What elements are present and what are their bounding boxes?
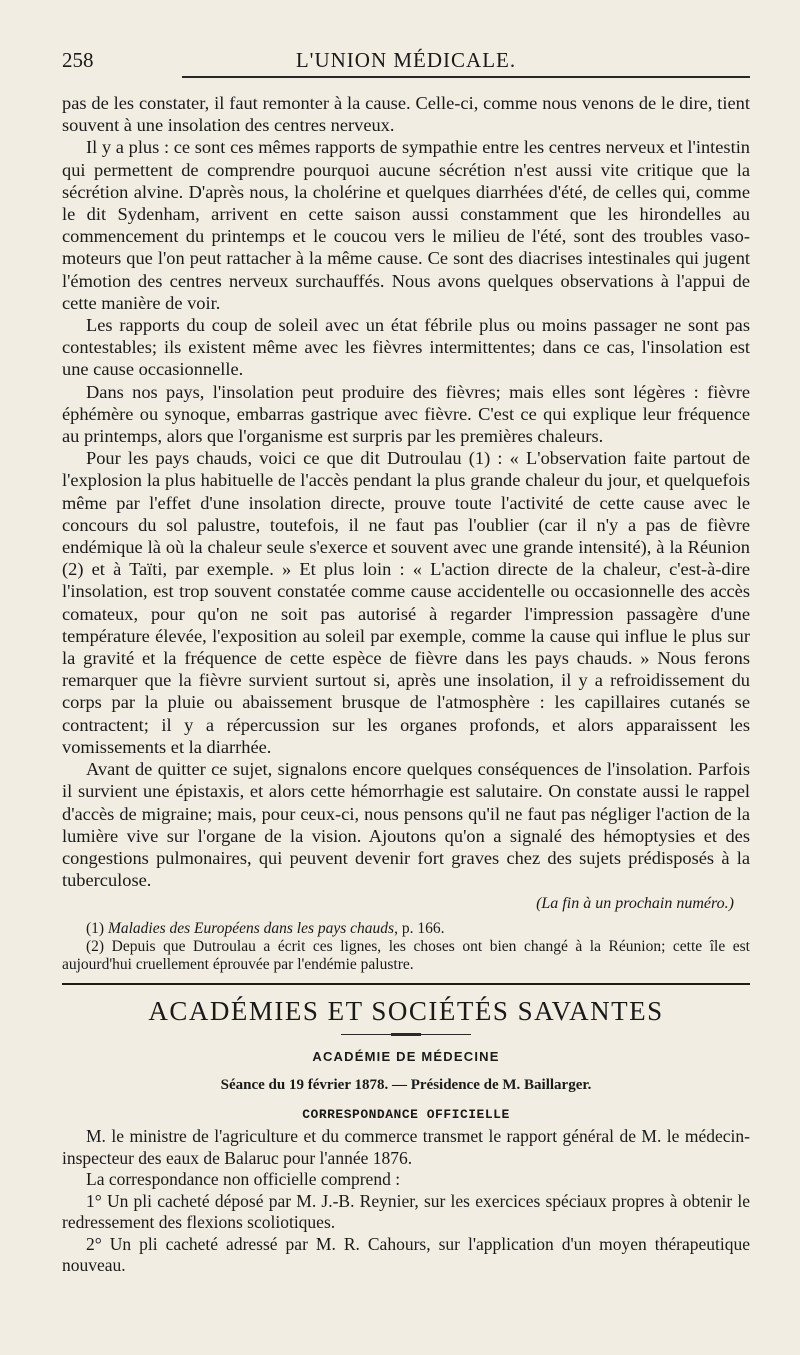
paragraph: Il y a plus : ce sont ces mêmes rapports de sympathie entre les centres nerveux et l'intestin qui permettent de comprendre pourquoi aucune sécrétion n'est aussi vite critique que la sécrétion alvine. D'après nous, la cholérine et quelques diarrhées d'été, de celles qui, comme le dit Sydenham, arrivent en cette saison aussi constamment que les hirondelles au commencement du printemps et le coucou vers le milieu de l'été, sont des troubles vaso-moteurs que l'on peut rattacher à la même cause. Ce sont des diacrises intestinales qui jugent l'émotion des centres nerveux surchauffés. Nous avons quelques observations à l'appui de cette manière de voir. bbox=[62, 137, 750, 313]
footnote-2: (2) Depuis que Dutroulau a écrit ces lignes, les choses ont bien changé à la Réunion; cette île est aujourd'hui cruellement éprouvée par l'endémie palustre. bbox=[62, 937, 750, 973]
text-run: et à Taïti, par exemple. » Et plus loin : « L'action directe de la chaleur, c'est-à-dire l'insolation, est trop souvent constatée comme cause accidentelle ou occasionnelle des accès comateux, pour qu'on ne soit pas autorisé à regarder l'impression passagère d'une température élevée, l'exposition au soleil par exemple, comme la cause qui influe le plus sur la gravité et la fréquence de cette espèce de fièvre dans les pays chauds. » Nous ferons remarquer que la fièvre survient surtout si, après une insolation, il y a refroidissement du corps par la pluie ou abaissement brusque de l'atmosphère : les capillaires cutanés se contractent; il y a répercussion sur les organes profonds, et alors apparaissent les vomissements et la diarrhée. bbox=[62, 559, 750, 757]
footnote-page: , p. 166. bbox=[394, 919, 445, 937]
page-number: 258 bbox=[62, 48, 94, 72]
paragraph: Avant de quitter ce sujet, signalons encore quelques conséquences de l'insolation. Parfois il survient une épistaxis, et alors cette hémorrhagie est salutaire. On constate aussi le rappel d'accès de migraine; mais, pour ceux-ci, nous pensons qu'il ne faut pas négliger l'action de la lumière vive sur l'organe de la vision. Ajoutons qu'on a signalé des hémoptysies et des congestions pulmonaires, qui peuvent devenir fort graves chez des sujets prédisposés à la tuberculose. bbox=[62, 759, 750, 891]
list-item: 2° Un pli cacheté adressé par M. R. Cahours, sur l'application d'un moyen thérapeutique nouveau. bbox=[62, 1233, 750, 1276]
running-title: L'UNION MÉDICALE. bbox=[295, 48, 517, 72]
paragraph: Dans nos pays, l'insolation peut produire des fièvres; mais elles sont légères : fièvre éphémère ou synoque, embarras gastrique avec fièvre. C'est ce qui explique leur fréquence au printemps, alors que l'organisme est surpris par les premières chaleurs. bbox=[62, 381, 750, 447]
ornament-divider bbox=[341, 1033, 471, 1037]
academy-section bbox=[62, 1126, 750, 1277]
footnote-number: (1) bbox=[86, 919, 105, 937]
continued-note: (La fin à un prochain numéro.) bbox=[536, 895, 734, 913]
article-body bbox=[62, 92, 750, 1277]
paragraph: pas de les constater, il faut remonter à la cause. Celle-ci, comme nous venons de le dire, tient souvent à une insolation des centres nerveux. bbox=[62, 93, 750, 136]
section-title: ACADÉMIES ET SOCIÉTÉS SAVANTES bbox=[148, 995, 664, 1026]
paragraph: Les rapports du coup de soleil avec un état fébrile plus ou moins passager ne sont pas contestables; ils existent même avec les fièvres intermittentes; dans ce cas, l'insolation est une cause occasionnelle. bbox=[62, 315, 750, 380]
footnote-ref[interactable]: (1) bbox=[468, 448, 491, 469]
session-line: Séance du 19 février 1878. — Présidence de M. Baillarger. bbox=[220, 1076, 592, 1093]
page-header bbox=[62, 46, 750, 80]
footnotes bbox=[62, 920, 750, 974]
correspondence-title: CORRESPONDANCE OFFICIELLE bbox=[302, 1106, 510, 1122]
subsection-title: ACADÉMIE DE MÉDECINE bbox=[312, 1048, 500, 1064]
paragraph: M. le ministre de l'agriculture et du commerce transmet le rapport général de M. le médecin-inspecteur des eaux de Balaruc pour l'année 1876. bbox=[62, 1126, 750, 1168]
section-rule bbox=[62, 983, 750, 985]
footnote-book-title: Maladies des Européens dans les pays chauds bbox=[107, 919, 395, 937]
footnote-ref[interactable]: (2) bbox=[62, 559, 84, 580]
header-rule bbox=[182, 76, 750, 78]
text-run: : « L'observation faite partout de l'explosion la plus habituelle de l'accès pendant la plus grande chaleur du jour, et quelquefois même par l'effet d'une insolation directe, prouve toute l'activité de cette cause avec le concours du sol palustre, toutefois, il ne faut pas l'oublier (car il n'y a pas de fièvre endémique là où la chaleur seule s'exerce et souvent avec une grande intensité), à la Réunion bbox=[62, 448, 751, 558]
footnote-1 bbox=[62, 920, 750, 938]
paragraph-dutroulau bbox=[62, 447, 750, 758]
list-item: 1° Un pli cacheté déposé par M. J.-B. Reynier, sur les exercices spéciaux propres à obtenir le redressement des flexions scoliotiques. bbox=[62, 1190, 750, 1233]
text-run: Pour les pays chauds, voici ce que dit Dutroulau bbox=[86, 448, 469, 469]
paragraph: La correspondance non officielle comprend : bbox=[86, 1169, 401, 1190]
